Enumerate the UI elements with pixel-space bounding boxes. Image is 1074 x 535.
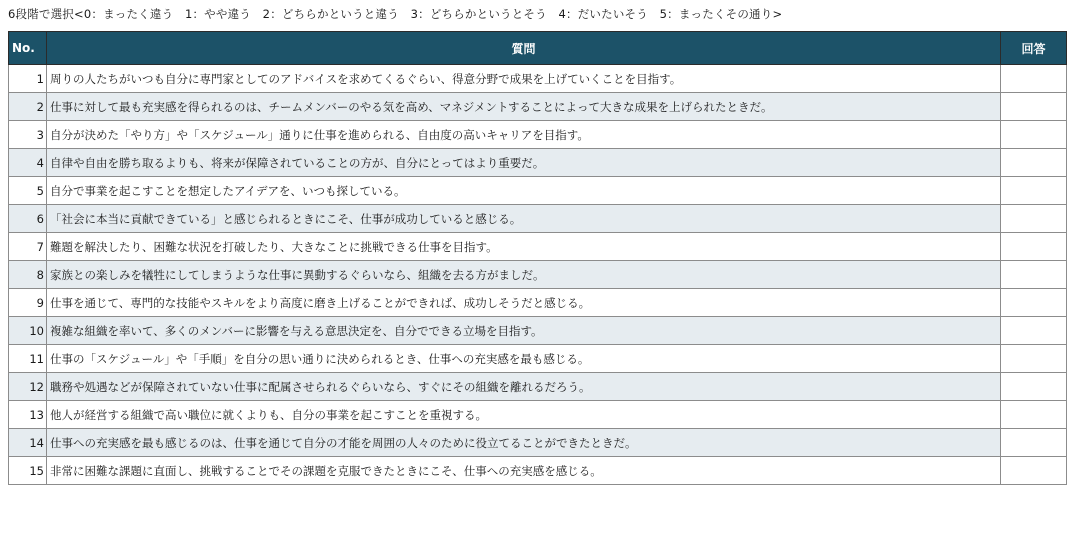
answer-cell[interactable]	[1001, 317, 1067, 345]
answer-cell[interactable]	[1001, 401, 1067, 429]
header-question[interactable]: 質問	[47, 32, 1001, 65]
answer-cell[interactable]	[1001, 65, 1067, 93]
table-row	[9, 149, 1067, 177]
table-row	[9, 177, 1067, 205]
row-number-cell[interactable]: 4	[9, 149, 47, 177]
answer-cell[interactable]	[1001, 373, 1067, 401]
table-row	[9, 205, 1067, 233]
table-row	[9, 261, 1067, 289]
question-cell[interactable]: 難題を解決したり、困難な状況を打破したり、大きなことに挑戦できる仕事を目指す。	[47, 233, 1001, 261]
question-cell[interactable]: 自分で事業を起こすことを想定したアイデアを、いつも探している。	[47, 177, 1001, 205]
table-row	[9, 233, 1067, 261]
answer-cell[interactable]	[1001, 149, 1067, 177]
answer-cell[interactable]	[1001, 261, 1067, 289]
row-number-cell[interactable]: 1	[9, 65, 47, 93]
answer-cell[interactable]	[1001, 345, 1067, 373]
row-number-cell[interactable]: 3	[9, 121, 47, 149]
table-row	[9, 65, 1067, 93]
question-cell[interactable]: 家族との楽しみを犠牲にしてしまうような仕事に異動するぐらいなら、組織を去る方がましだ。	[47, 261, 1001, 289]
answer-cell[interactable]	[1001, 93, 1067, 121]
table-row	[9, 93, 1067, 121]
table-row	[9, 317, 1067, 345]
survey-table	[8, 31, 1067, 485]
row-number-cell[interactable]: 2	[9, 93, 47, 121]
answer-cell[interactable]	[1001, 289, 1067, 317]
question-cell[interactable]: 周りの人たちがいつも自分に専門家としてのアドバイスを求めてくるぐらい、得意分野で成果を上げていくことを目指す。	[47, 65, 1001, 93]
header-answer[interactable]: 回答	[1001, 32, 1067, 65]
answer-cell[interactable]	[1001, 457, 1067, 485]
row-number-cell[interactable]: 15	[9, 457, 47, 485]
table-row	[9, 345, 1067, 373]
question-cell[interactable]: 自律や自由を勝ち取るよりも、将来が保障されていることの方が、自分にとってはより重要だ。	[47, 149, 1001, 177]
question-cell[interactable]: 仕事への充実感を最も感じるのは、仕事を通じて自分の才能を周囲の人々のために役立てることができたときだ。	[47, 429, 1001, 457]
question-cell[interactable]: 職務や処遇などが保障されていない仕事に配属させられるぐらいなら、すぐにその組織を離れるだろう。	[47, 373, 1001, 401]
table-row	[9, 373, 1067, 401]
row-number-cell[interactable]: 8	[9, 261, 47, 289]
answer-cell[interactable]	[1001, 429, 1067, 457]
row-number-cell[interactable]: 12	[9, 373, 47, 401]
question-cell[interactable]: 複雑な組織を率いて、多くのメンバーに影響を与える意思決定を、自分でできる立場を目指す。	[47, 317, 1001, 345]
table-row	[9, 121, 1067, 149]
question-cell[interactable]: 仕事を通じて、専門的な技能やスキルをより高度に磨き上げることができれば、成功しそうだと感じる。	[47, 289, 1001, 317]
table-row	[9, 457, 1067, 485]
row-number-cell[interactable]: 10	[9, 317, 47, 345]
question-cell[interactable]: 仕事に対して最も充実感を得られるのは、チームメンバーのやる気を高め、マネジメントすることによって大きな成果を上げられたときだ。	[47, 93, 1001, 121]
row-number-cell[interactable]: 7	[9, 233, 47, 261]
instruction-text: 6段階で選択<0：まったく違う 1：やや違う 2：どちらかというと違う 3：どちらかというとそう 4：だいたいそう 5：まったくその通り>	[8, 7, 783, 21]
table-row	[9, 289, 1067, 317]
question-cell[interactable]: 他人が経営する組織で高い職位に就くよりも、自分の事業を起こすことを重視する。	[47, 401, 1001, 429]
row-number-cell[interactable]: 5	[9, 177, 47, 205]
table-row	[9, 401, 1067, 429]
answer-cell[interactable]	[1001, 121, 1067, 149]
header-row	[9, 32, 1067, 65]
row-number-cell[interactable]: 11	[9, 345, 47, 373]
question-cell[interactable]: 「社会に本当に貢献できている」と感じられるときにこそ、仕事が成功していると感じる。	[47, 205, 1001, 233]
answer-cell[interactable]	[1001, 177, 1067, 205]
answer-cell[interactable]	[1001, 233, 1067, 261]
question-cell[interactable]: 仕事の「スケジュール」や「手順」を自分の思い通りに決められるとき、仕事への充実感を最も感じる。	[47, 345, 1001, 373]
row-number-cell[interactable]: 9	[9, 289, 47, 317]
question-cell[interactable]: 非常に困難な課題に直面し、挑戦することでその課題を克服できたときにこそ、仕事への充実感を感じる。	[47, 457, 1001, 485]
row-number-cell[interactable]: 14	[9, 429, 47, 457]
question-cell[interactable]: 自分が決めた「やり方」や「スケジュール」通りに仕事を進められる、自由度の高いキャリアを目指す。	[47, 121, 1001, 149]
row-number-cell[interactable]: 13	[9, 401, 47, 429]
table-row	[9, 429, 1067, 457]
header-no[interactable]: No.	[9, 32, 47, 65]
row-number-cell[interactable]: 6	[9, 205, 47, 233]
answer-cell[interactable]	[1001, 205, 1067, 233]
